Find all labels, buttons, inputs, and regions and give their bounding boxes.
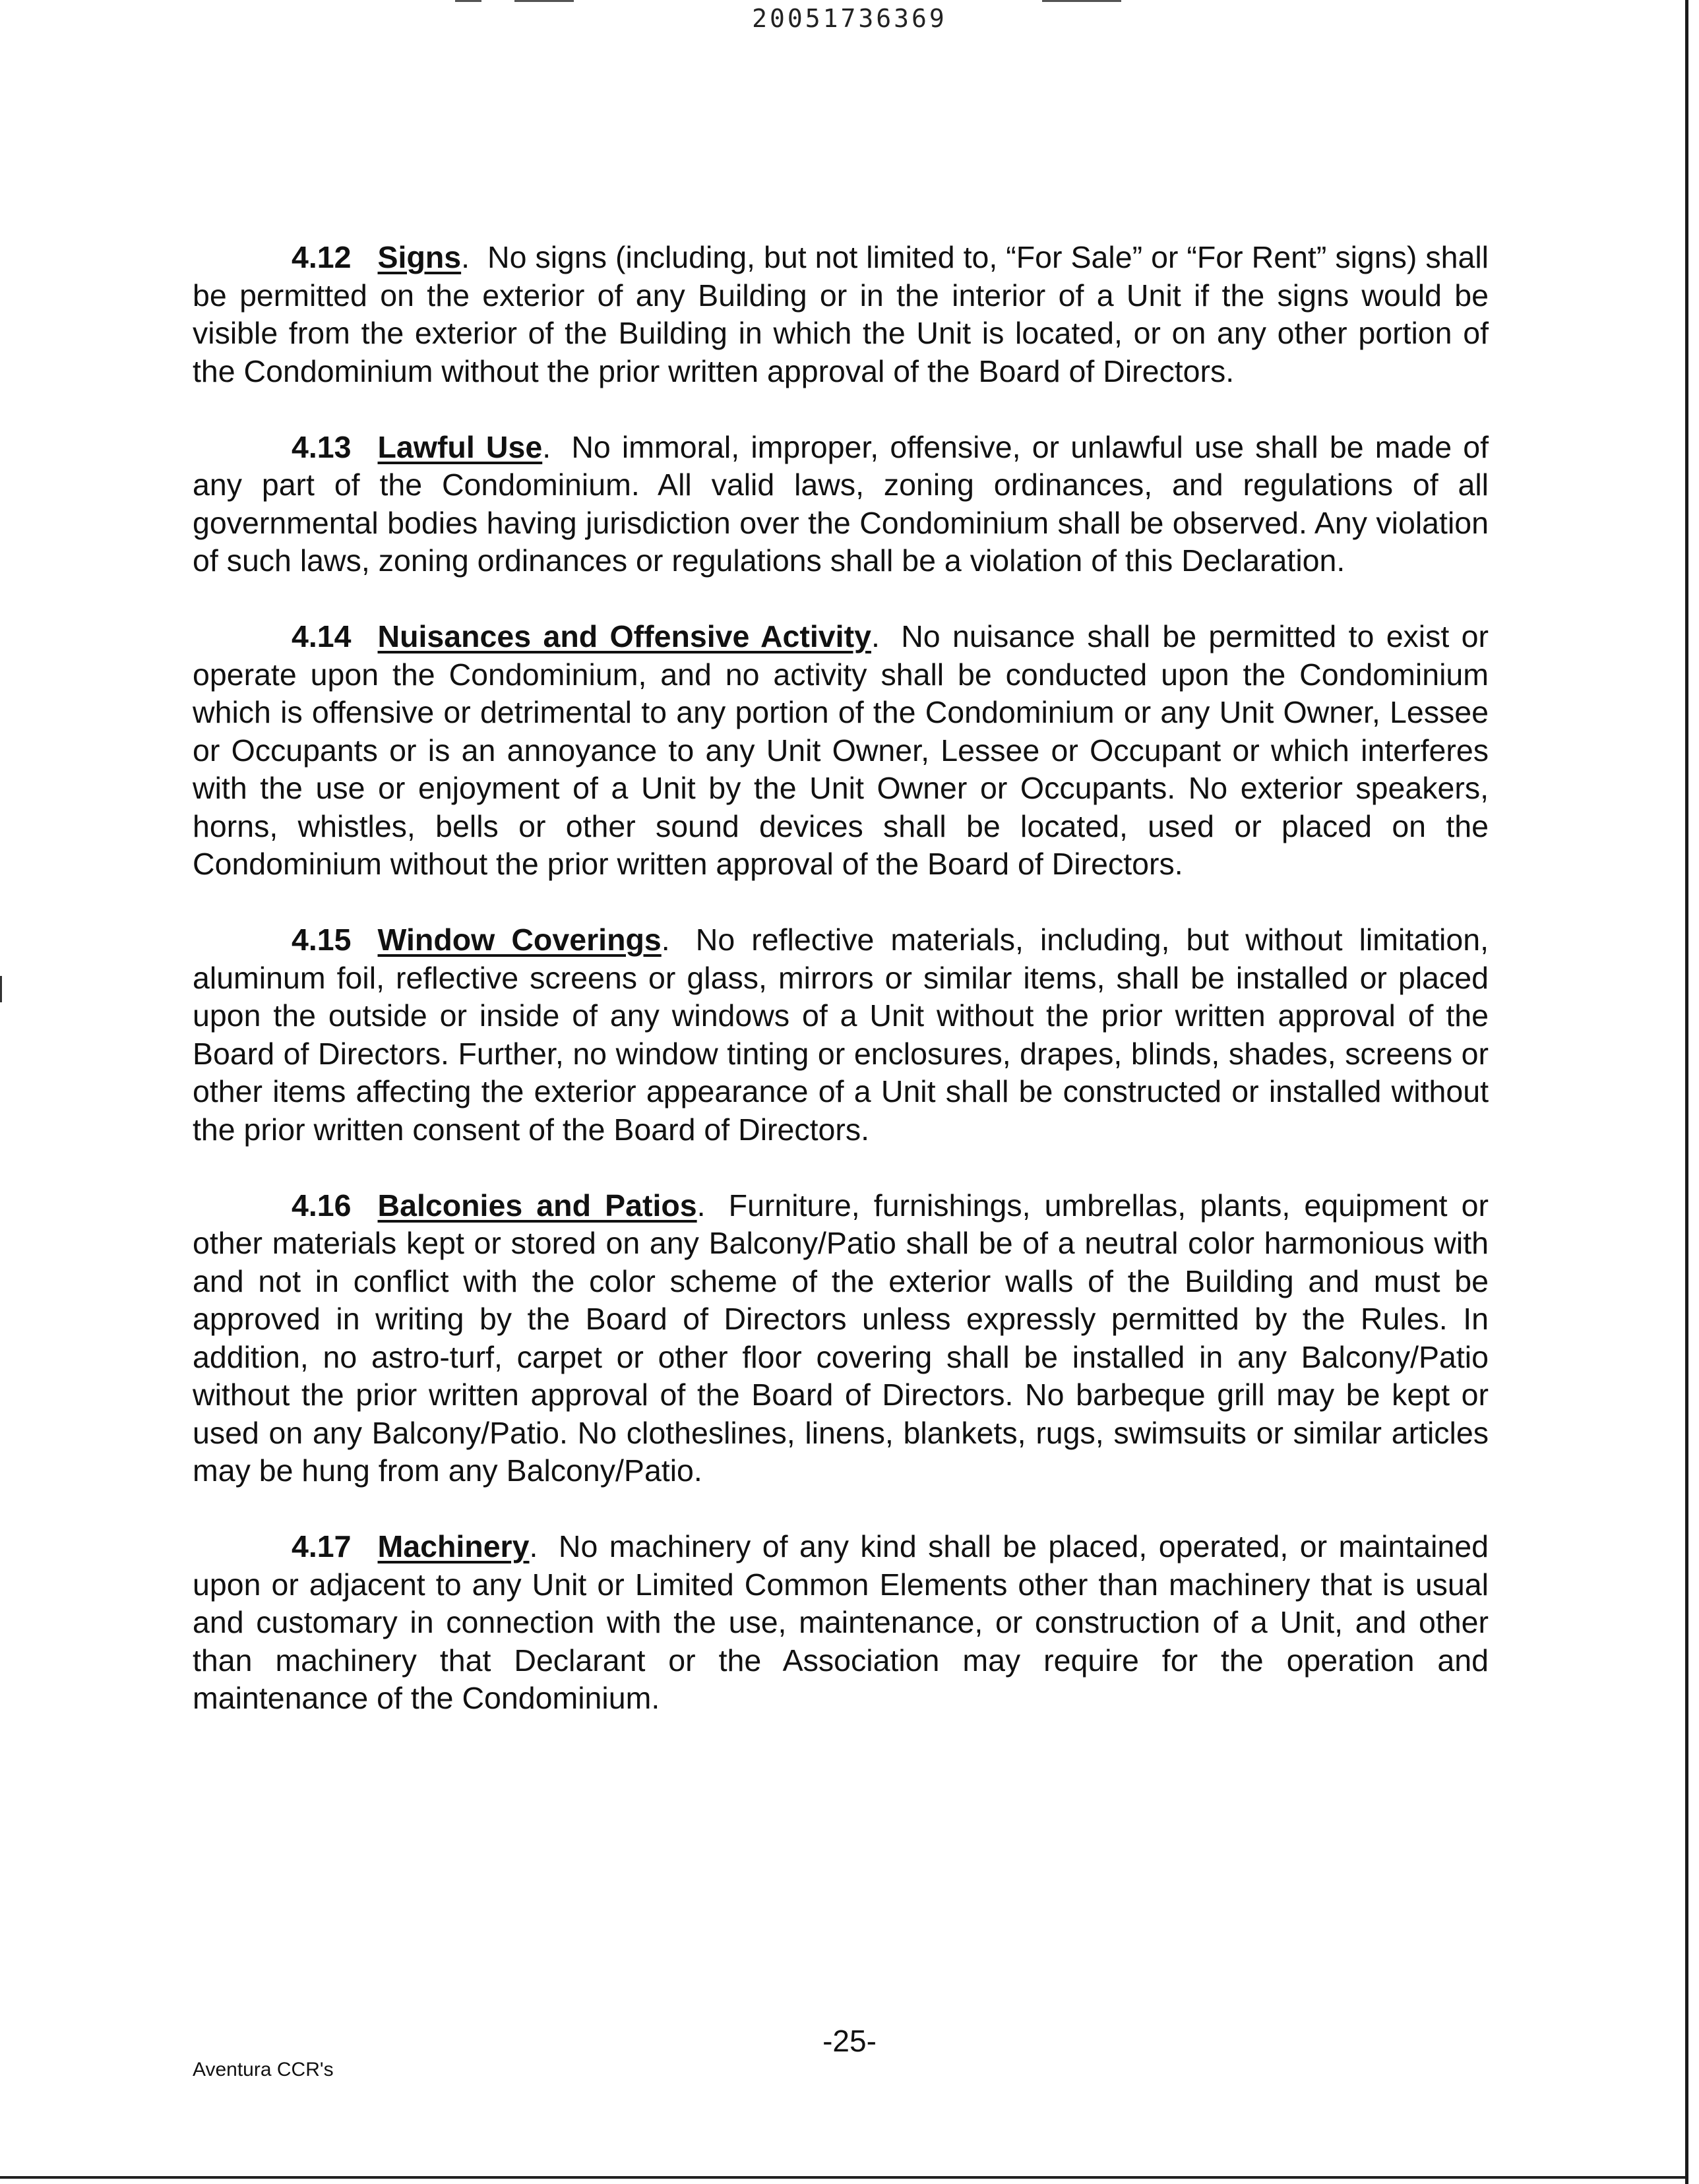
section-title: Balconies and Patios bbox=[377, 1188, 697, 1223]
section-4-15: 4.15 Window Coverings. No reflective materials, including, but without limitation, aluminum foil, reflective screens or glass, mirrors or similar items, shall be installed or placed upon the outside or inside of any windows of a Unit without the prior written approval of the Board of Directors. Further, no window tinting or enclosures, drapes, blinds, shades, screens or other items affecting the exterior appearance of a Unit shall be constructed or installed without the prior written consent of the Board of Directors. bbox=[193, 923, 1489, 1147]
section-4-14: 4.14 Nuisances and Offensive Activity. No nuisance shall be permitted to exist or operate upon the Condominium, and no activity shall be conducted upon the Condominium which is offensive or detrimental to any portion of the Condominium or any Unit Owner, Lessee or Occupants or is an annoyance to any Unit Owner, Lessee or Occupant or which interferes with the use or enjoyment of a Unit by the Unit Owner or Occupants. No exterior speakers, horns, whistles, bells or other sound devices shall be located, used or placed on the Condominium without the prior written approval of the Board of Directors. bbox=[193, 619, 1489, 881]
section-text: No reflective materials, including, but without limitation, aluminum foil, reflective screens or glass, mirrors or similar items, shall be installed or placed upon the outside or inside of any windows of a Unit without the prior written approval of the Board of Directors. Further, no window tinting or enclosures, drapes, blinds, shades, screens or other items affecting the exterior appearance of a Unit shall be constructed or installed without the prior written consent of the Board of Directors. bbox=[193, 923, 1489, 1147]
page-number: -25- bbox=[822, 2024, 877, 2058]
section-number: 4.17 bbox=[292, 1529, 352, 1563]
scan-artifact bbox=[455, 0, 481, 2]
section-text: No machinery of any kind shall be placed, operated, or maintained upon or adjacent to any Unit or Limited Common Elements other than machinery that is usual and customary in connection with the use, maintenance, or construction of a Unit, and other than machinery that Declarant or the Association may require for the operation and maintenance of the Condominium. bbox=[193, 1529, 1489, 1715]
section-title: Lawful Use bbox=[377, 429, 543, 464]
scan-artifact bbox=[514, 0, 574, 2]
section-text: No immoral, improper, offensive, or unlawful use shall be made of any part of the Condominium. All valid laws, zoning ordinances, and regulations of all governmental bodies having jurisdiction over the Condominium shall be observed. Any violation of such laws, zoning ordinances or regulations shall be a violation of this Declaration. bbox=[193, 429, 1489, 578]
section-number: 4.12 bbox=[292, 240, 352, 274]
section-title: Nuisances and Offensive Activity bbox=[377, 619, 871, 653]
section-4-12: 4.12 Signs. No signs (including, but not limited to, “For Sale” or “For Rent” signs) shall be permitted on the exterior of any Building or in the interior of a Unit if the signs would be visible from the exterior of the Building in which the Unit is located, or on any other portion of the Condominium without the prior written approval of the Board of Directors. bbox=[193, 240, 1489, 388]
page-right-edge bbox=[1685, 0, 1688, 2184]
scan-artifact bbox=[1042, 0, 1121, 2]
section-text: No nuisance shall be permitted to exist or operate upon the Condominium, and no activity shall be conducted upon the Condominium which is offensive or detrimental to any portion of the Condominium or any Unit Owner, Lessee or Occupants or is an annoyance to any Unit Owner, Lessee or Occupant or which interferes with the use or enjoyment of a Unit by the Unit Owner or Occupants. No exterior speakers, horns, whistles, bells or other sound devices shall be located, used or placed on the Condominium without the prior written approval of the Board of Directors. bbox=[193, 619, 1489, 881]
section-4-17: 4.17 Machinery. No machinery of any kind shall be placed, operated, or maintained upon or adjacent to any Unit or Limited Common Elements other than machinery that is usual and customary in connection with the use, maintenance, or construction of a Unit, and other than machinery that Declarant or the Association may require for the operation and maintenance of the Condominium. bbox=[193, 1529, 1489, 1715]
section-title: Window Coverings bbox=[377, 923, 662, 957]
section-4-16: 4.16 Balconies and Patios. Furniture, furnishings, umbrellas, plants, equipment or other materials kept or stored on any Balcony/Patio shall be of a neutral color harmonious with and not in conflict with the color scheme of the exterior walls of the Building and must be approved in writing by the Board of Directors unless expressly permitted by the Rules. In addition, no astro-turf, carpet or other floor covering shall be installed in any Balcony/Patio without the prior written approval of the Board of Directors. No barbeque grill may be kept or used on any Balcony/Patio. No clotheslines, linens, blankets, rugs, swimsuits or similar articles may be hung from any Balcony/Patio. bbox=[193, 1188, 1489, 1488]
section-4-13: 4.13 Lawful Use. No immoral, improper, offensive, or unlawful use shall be made of any part of the Condominium. All valid laws, zoning ordinances, and regulations of all governmental bodies having jurisdiction over the Condominium shall be observed. Any violation of such laws, zoning ordinances or regulations shall be a violation of this Declaration. bbox=[193, 429, 1489, 578]
section-number: 4.14 bbox=[292, 619, 352, 653]
section-title: Signs bbox=[377, 240, 462, 274]
section-title: Machinery bbox=[377, 1529, 530, 1563]
section-text: Furniture, furnishings, umbrellas, plants, equipment or other materials kept or stored on any Balcony/Patio shall be of a neutral color harmonious with and not in conflict with the color scheme of the exterior walls of the Building and must be approved in writing by the Board of Directors unless expressly permitted by the Rules. In addition, no astro-turf, carpet or other floor covering shall be installed in any Balcony/Patio without the prior written approval of the Board of Directors. No barbeque grill may be kept or used on any Balcony/Patio. No clotheslines, linens, blankets, rugs, swimsuits or similar articles may be hung from any Balcony/Patio. bbox=[193, 1188, 1489, 1488]
document-number: 20051736369 bbox=[752, 4, 947, 33]
section-text: No signs (including, but not limited to, “For Sale” or “For Rent” signs) shall be permitted on the exterior of any Building or in the interior of a Unit if the signs would be visible from the exterior of the Building in which the Unit is located, or on any other portion of the Condominium without the prior written approval of the Board of Directors. bbox=[193, 240, 1489, 388]
scan-margin-mark bbox=[0, 976, 2, 1002]
page-bottom-edge bbox=[0, 2176, 1688, 2179]
footer-document-label: Aventura CCR's bbox=[193, 2059, 334, 2080]
section-number: 4.15 bbox=[292, 923, 352, 957]
section-number: 4.13 bbox=[292, 429, 352, 464]
document-body bbox=[193, 239, 1489, 1755]
section-number: 4.16 bbox=[292, 1188, 352, 1223]
